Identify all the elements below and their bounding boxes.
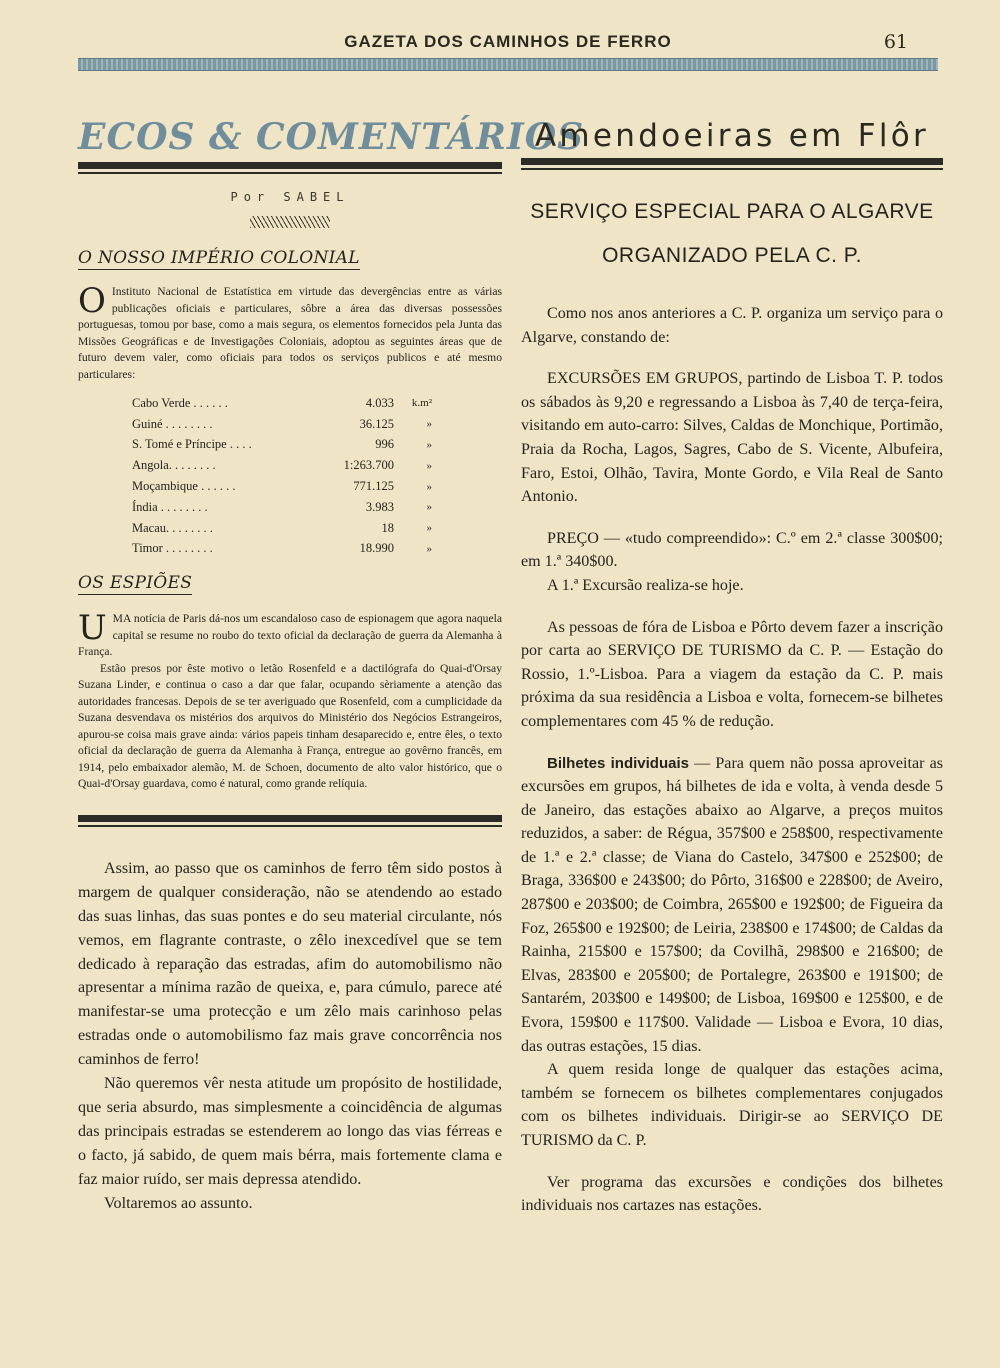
article-paragraph: PREÇO — «tudo compreendido»: C.º em 2.ª classe 300$00; em 1.ª 340$00. (521, 529, 943, 571)
area-value: 996 (375, 437, 394, 452)
table-row (132, 414, 432, 435)
article-paragraph: As pessoas de fóra de Lisboa e Pôrto devem fazer a inscrição por carta ao SERVIÇO DE TURISMO da C. P. — Estação do Rossio, 1.º-Lisboa. Para a viagem da estação da C. P. mais próxima da sua residência a Lisboa e volta, fornecem-se bilhetes complementares com 45 % de redução. (521, 618, 943, 730)
section-title: ECOS & COMENTÁRIOS (78, 116, 585, 158)
paragraph-lead: Bilhetes individuais (547, 754, 689, 772)
table-row (132, 435, 432, 456)
area-unit: » (426, 501, 432, 514)
article-title: Amendoeiras em Flôr (534, 118, 930, 154)
article-paragraph: Não queremos vêr nesta atitude um propósito de hostilidade, que seria absurdo, mas simplesmente a coincidência de algumas das principais estradas se estenderem ao longo das vias férreas e o facto, já sabido, de quem mais bérra, mais fortemente clama e faz maior ruído, ser mais depressa atendido. (78, 1075, 502, 1188)
running-title: GAZETA DOS CAMINHOS DE FERRO (344, 32, 672, 51)
area-name: Angola. . . . . . . . (132, 458, 216, 473)
area-name: Timor . . . . . . . . (132, 541, 213, 556)
area-value: 1:263.700 (343, 458, 394, 473)
area-unit: » (426, 418, 432, 431)
paragraph-text: — Para quem não possa aproveitar as excursões em grupos, há bilhetes de ida e volta, à venda desde 5 de Janeiro, das estações abaixo ao Algarve, a preços muitos reduzidos, a saber: de Régua, 357$00 e 258$00, respectivamente de 1.ª e 2.ª classe; de Viana do Castelo, 347$00 e 252$00; de Braga, 336$00 e 243$00; do Pôrto, 316$00 e 228$00; de Aveiro, 287$00 e 203$00; de Coimbra, 265$00 e 192$00; de Figueira da Foz, 265$00 e 192$00; de Leiria, 238$00 e 174$00; de Caldas da Rainha, 215$00 e 157$00; da Covilhã, 298$00 e 216$00; de Elvas, 283$00 e 205$00; de Portalegre, 263$00 e 191$00; de Santarém, 203$00 e 149$00; de Lisboa, 169$00 e 125$00, e de Evora, 159$00 e 117$00. Validade — Lisboa e Evora, 10 dias, das outras estações, 15 dias. (521, 754, 943, 1055)
article-paragraph: Ver programa das excursões e condições dos bilhetes individuais nos cartazes nas estações. (521, 1173, 943, 1215)
separator-bar-thin (78, 825, 502, 827)
area-value: 18.990 (359, 541, 394, 556)
area-unit: » (426, 522, 432, 535)
article-colonial-empire (78, 228, 502, 559)
article-paragraph: A quem resida longe de qualquer das estações acima, também se fornecem os bilhetes complementares conjugados com os bilhetes individuais. Dirigir-se ao SERVIÇO DE TURISMO da C. P. (521, 1061, 943, 1149)
page-header (78, 30, 938, 80)
area-value: 36.125 (359, 416, 394, 431)
article-subtitle: ORGANIZADO PELA C. P. (602, 244, 862, 267)
article-heading: OS ESPIÕES (78, 573, 193, 594)
title-rule-thin (521, 168, 943, 170)
right-column (521, 108, 943, 1218)
article-paragraph (78, 608, 502, 661)
separator-bar-thick (78, 815, 502, 822)
decorative-hatch (250, 216, 330, 228)
left-column (78, 108, 585, 1215)
table-row (132, 455, 432, 476)
header-rule (78, 58, 938, 71)
area-name: Índia . . . . . . . . (132, 499, 208, 514)
article-paragraph: Assim, ao passo que os caminhos de ferro têm sido postos à margem de qualquer consideração, não se atendendo ao estado das suas linhas, das suas pontes e do seu material circulante, nós vemos, em flagrante contraste, o zêlo inexcedível que se tem dedicado à reparação das estradas, afim do automobilismo não apresentar a mínima razão de queixa, e, para cúmulo, parece até manifestar-se uma protecção e um zêlo mais carinhoso pelas estradas onde o automobilismo faz mais grave concorrência nos caminhos de ferro! (78, 859, 502, 1069)
area-value: 4.033 (365, 395, 394, 410)
area-unit: » (426, 480, 432, 493)
area-name: Guiné . . . . . . . . (132, 416, 213, 431)
article-intro (78, 281, 502, 383)
areas-table (132, 393, 432, 559)
table-row (132, 539, 432, 560)
article-paragraph: EXCURSÕES EM GRUPOS, partindo de Lisboa T. P. todos os sábados às 9,20 e regressando a Lisboa às 7,40 de terça-feira, visitando em auto-carro: Silves, Caldas de Monchique, Portimão, Praia da Rocha, Lagos, Sagres, Cabo de S. Vicente, Albufeira, Faro, Estoi, Olhão, Tavira, Monte Gordo, e Vila Real de Santo Antonio. (521, 370, 943, 506)
area-unit: » (426, 438, 432, 451)
area-unit: » (426, 542, 432, 555)
page-number: 61 (883, 31, 908, 53)
drop-cap: U (78, 608, 107, 649)
article-paragraph: Como nos anos anteriores a C. P. organiza um serviço para o Algarve, constando de: (521, 305, 943, 346)
title-rule-thick (521, 158, 943, 165)
article-heading: O NOSSO IMPÉRIO COLONIAL (78, 248, 360, 268)
title-rule-thin (78, 172, 502, 174)
area-name: S. Tomé e Príncipe . . . . (132, 437, 252, 452)
byline: Por SABEL (230, 190, 350, 204)
article-subtitle: SERVIÇO ESPECIAL PARA O ALGARVE (530, 200, 934, 223)
table-row (132, 518, 432, 539)
article-paragraph: Estão presos por êste motivo o letão Rosenfeld e a dactilógrafa do Quai-d'Orsay Suzana Linder, e continua o caso a dar que falar, ocupando sèriamente a atenção das autoridades francesas. Depois de se ter averiguado que Rosenfeld, com a cumplicidade da Suzana desvendava os mistérios dos arquivos do Ministério dos Negócios Estrangeiros, apurou-se coisa mais grave ainda: vários papeis tinham desaparecido e, entre êles, o texto oficial da declaração de guerra da Alemanha à França, entregue ao govêrno francês, em 1914, pelo embaixador alemão, M. de Schoen, documento de alto valor histórico, que o Quai-d'Orsay guardava, como é natural, como grande relíquia. (78, 661, 502, 791)
area-value: 18 (381, 520, 394, 535)
area-value: 771.125 (353, 479, 394, 494)
area-unit: k.m² (411, 397, 432, 410)
area-name: Cabo Verde . . . . . . (132, 395, 228, 410)
area-name: Moçambique . . . . . . (132, 479, 236, 494)
area-value: 3.983 (365, 499, 394, 514)
table-row (132, 497, 432, 518)
section-separator (78, 815, 502, 827)
area-name: Macau. . . . . . . . (132, 520, 213, 535)
title-rule-thick (78, 162, 502, 169)
area-unit: » (426, 459, 432, 472)
intro-text: Instituto Nacional de Estatística em virtude das devergências entre as várias publicações oficiais e particulares, sôbre a área das diversas possessões portuguesas, tomou por base, como a mais segura, os elementos fornecidos pela Junta das Missões Geográficas e de Investigações Coloniais, adoptou as seguintes áreas que de futuro devem valer, como oficiais para todos os serviços publicos e até mesmo particulares: (78, 285, 502, 381)
article-paragraph: A 1.ª Excursão realiza-se hoje. (547, 576, 744, 594)
article-railways (78, 857, 502, 1216)
article-paragraph (521, 752, 943, 1059)
paragraph-text: MA notícia de Paris dá-nos um escandaloso caso de espionagem que agora naquela capital se resume no roubo do texto oficial da declaração de guerra da Alemanha à França. (78, 612, 502, 659)
table-row (132, 476, 432, 497)
drop-cap: O (78, 281, 106, 321)
article-paragraph: Voltaremos ao assunto. (104, 1194, 253, 1212)
article-spies (78, 559, 502, 793)
table-row (132, 393, 432, 414)
